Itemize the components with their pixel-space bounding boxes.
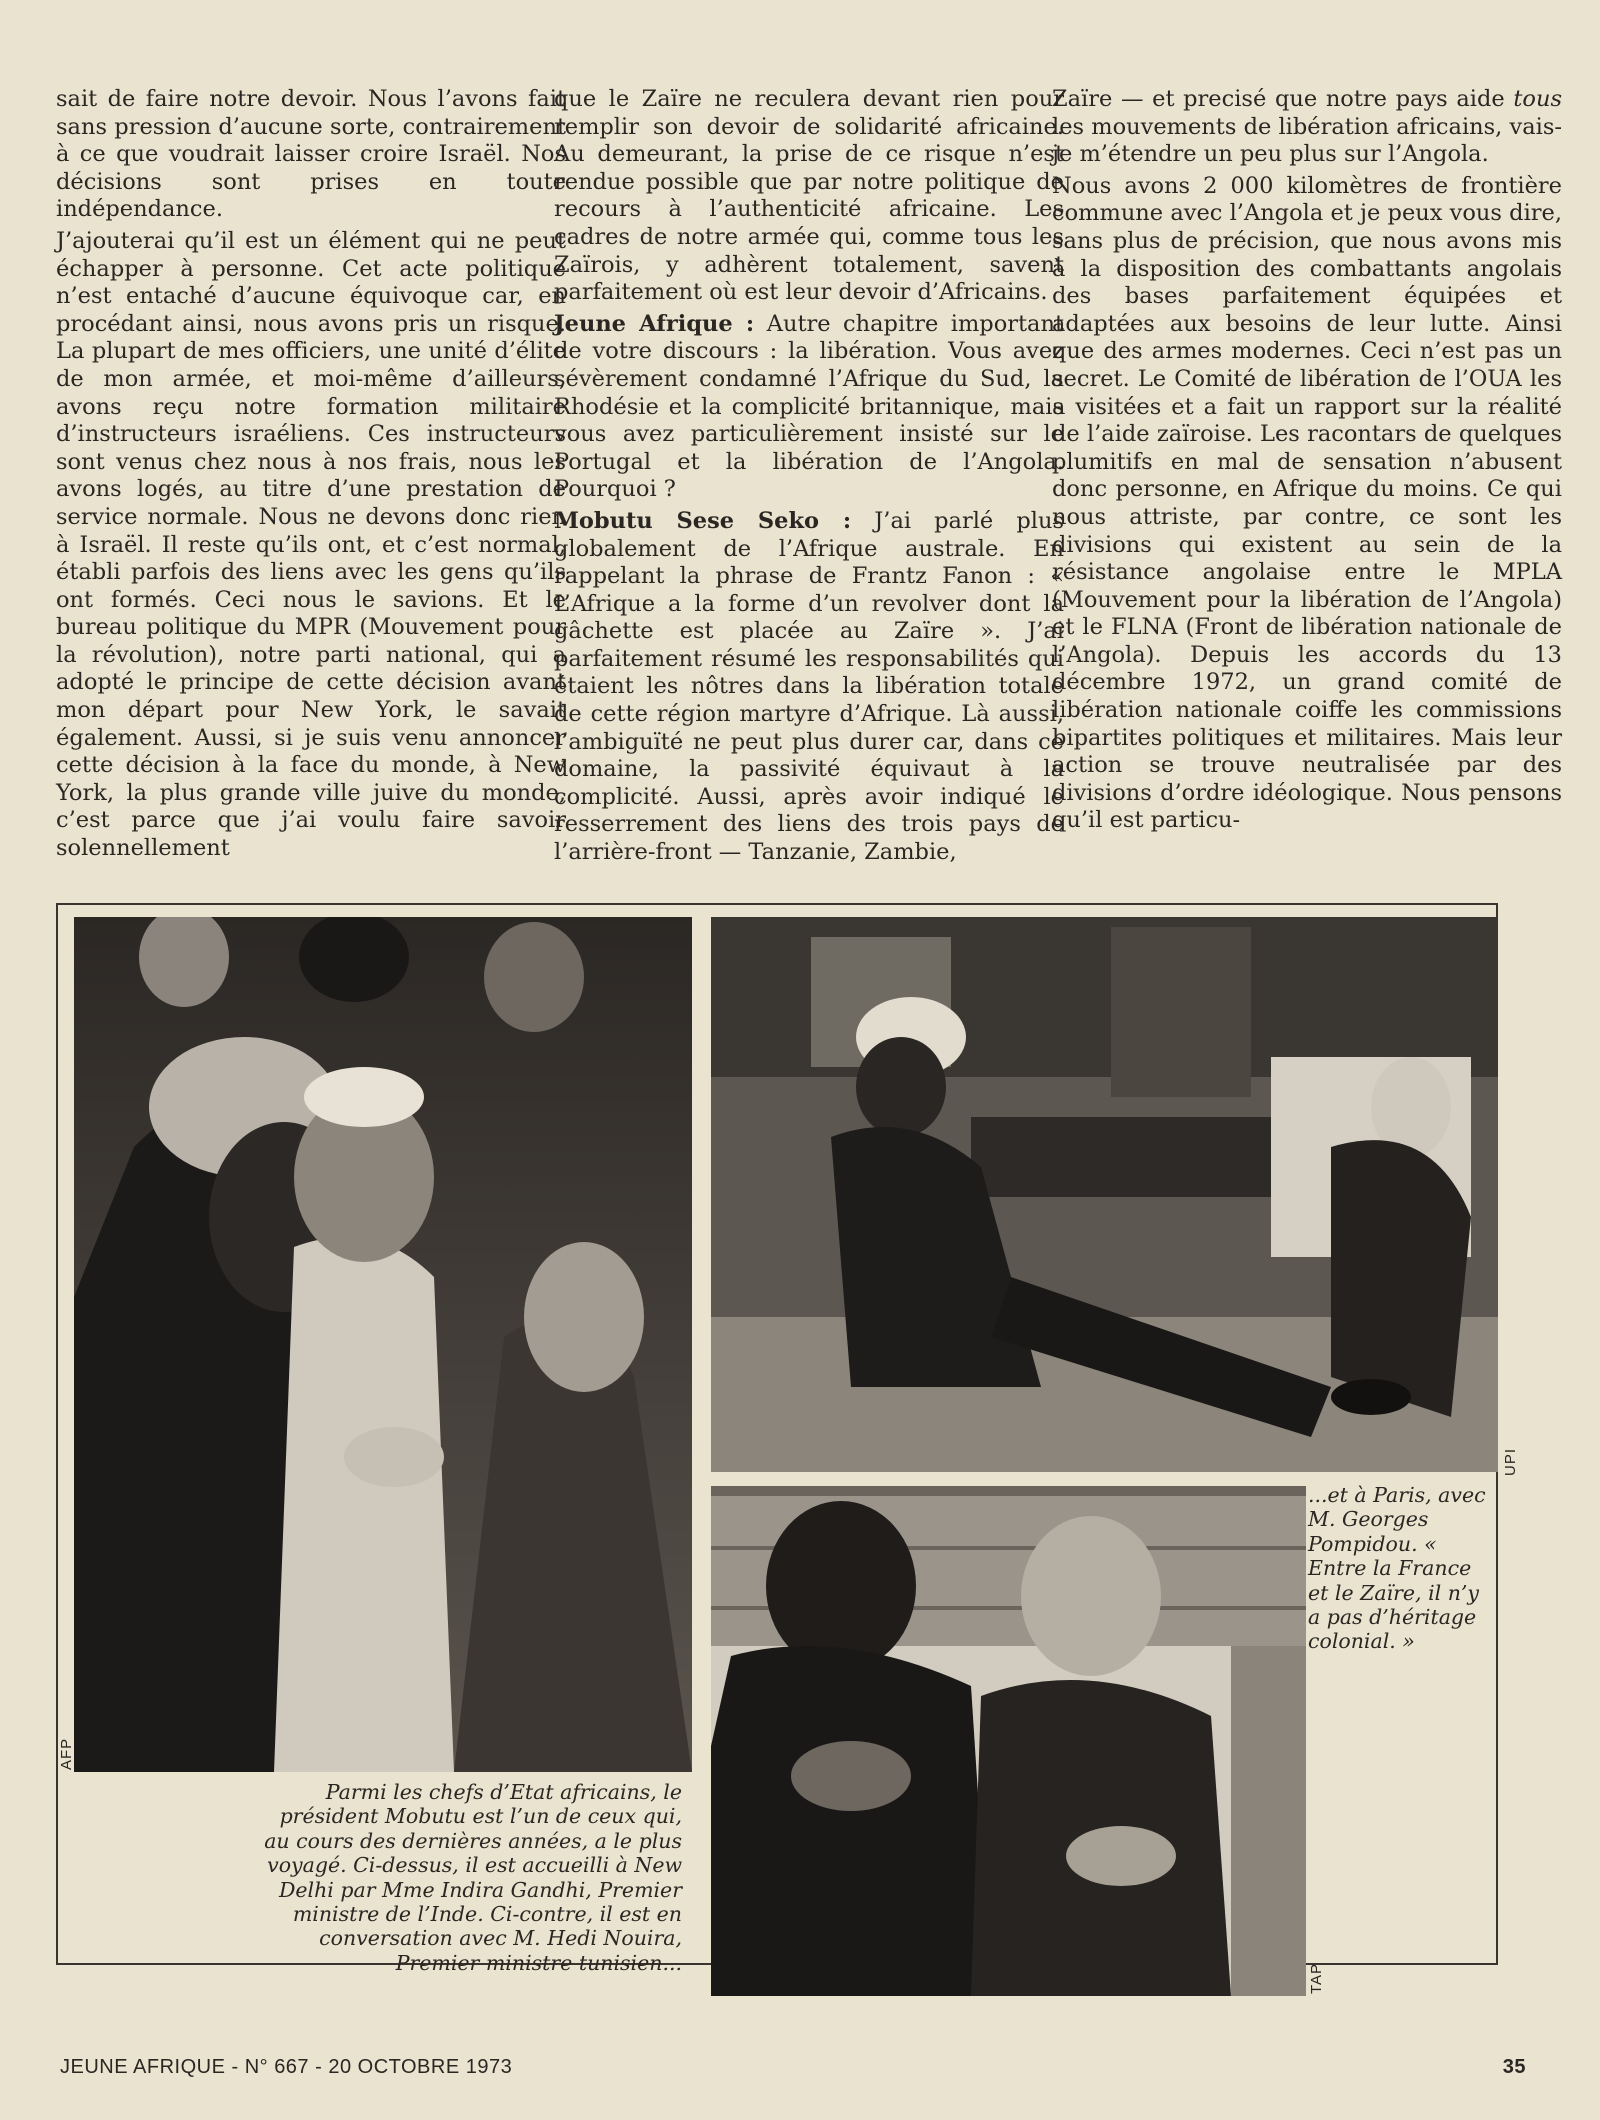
photo-credit-afp: AFP: [58, 1737, 75, 1770]
interview-answer: [554, 508, 1064, 867]
question-text: Autre chapitre important de votre discours : la libération. Vous avez sévèrement condamné l’Afrique du Sud, la Rhodésie et la complicité britannique, mais vous avez particulièrement insisté sur le Portugal et la libération de l’Angola. Pourquoi ?: [554, 310, 1064, 503]
issue-info: JEUNE AFRIQUE - N° 667 - 20 OCTOBRE 1973: [60, 2056, 513, 2078]
photo-credit-upi: UPI: [1502, 1447, 1519, 1476]
photo-new-delhi: [74, 917, 692, 1772]
photo-credit-tap: TAP: [1308, 1962, 1325, 1994]
photo-paris: [711, 917, 1498, 1472]
interview-question: [554, 311, 1064, 504]
speaker-label: Mobutu Sese Seko :: [554, 507, 852, 534]
answer-text: J’ai parlé plus globalement de l’Afrique australe. En rappelant la phrase de Frantz Fanon : « L’Afrique a la forme d’un revolver dont la gâchette est placée au Zaïre ». J’ai parfaitement résumé les responsabilités qui étaient les nôtres dans la libération totale de cette région martyre d’Afrique. Là aussi, l’ambiguïté ne peut plus durer car, dans ce domaine, la passivité équivaut à la complicité. Aussi, après avoir indiqué le resserrement des liens des trois pays de l’arrière-front — Tanzanie, Zambie,: [554, 507, 1064, 866]
paragraph: Zaïre — et precisé que notre pays aide tous les mouvements de libération africains, vais-je m’étendre un peu plus sur l’Angola.: [1052, 86, 1562, 168]
article-column-3: [1052, 86, 1562, 839]
article-column-2: [554, 86, 1064, 871]
paragraph: sait de faire notre devoir. Nous l’avons fait sans pression d’aucune sorte, contrairement à ce que voudrait laisser croire Israël. Nos décisions sont prises en toute indépendance.: [56, 86, 566, 223]
photo-caption-left: Parmi les chefs d’Etat africains, le président Mobutu est l’un de ceux qui, au cours des dernières années, a le plus voyagé. Ci-dessus, il est accueilli à New Delhi par Mme Indira Gandhi, Premier ministre de l’Inde. Ci-contre, il est en conversation avec M. Hedi Nouira, Premier ministre tunisien...: [264, 1780, 682, 1975]
page-number: 35: [1502, 2056, 1526, 2078]
photo-tunis: [711, 1486, 1306, 1996]
photo-caption-right: ...et à Paris, avec M. Georges Pompidou. « Entre la France et le Zaïre, il n’y a pas d’héritage colonial. »: [1308, 1483, 1486, 1654]
paragraph: que le Zaïre ne reculera devant rien pour remplir son devoir de solidarité africaine. Au demeurant, la prise de ce risque n’est rendue possible que par notre politique de recours à l’authenticité africaine. Les cadres de notre armée qui, comme tous les Zaïrois, y adhèrent totalement, savent parfaitement où est leur devoir d’Africains.: [554, 86, 1064, 306]
article-column-1: [56, 86, 566, 867]
emphasis: tous: [1513, 86, 1562, 112]
speaker-label: Jeune Afrique :: [554, 310, 755, 337]
paragraph: Nous avons 2 000 kilomètres de frontière commune avec l’Angola et je peux vous dire, sans plus de précision, que nous avons mis à la disposition des combattants angolais des bases parfaitement équipées et adaptées aux besoins de leur lutte. Ainsi que des armes modernes. Ceci n’est pas un secret. Le Comité de libération de l’OUA les a visitées et a fait un rapport sur la réalité de l’aide zaïroise. Les racontars de quelques plumitifs en mal de sensation n’abusent donc personne, en Afrique du moins. Ce qui nous attriste, par contre, ce sont les divisions qui existent au sein de la résistance angolaise entre le MPLA (Mouvement pour la libération de l’Angola) et le FLNA (Front de libération nationale de l’Angola). Depuis les accords du 13 décembre 1972, un grand comité de libération nationale coiffe les commissions bipartites politiques et militaires. Mais leur action se trouve neutralisée par des divisions d’ordre idéologique. Nous pensons qu’il est particu-: [1052, 172, 1562, 834]
paragraph: J’ajouterai qu’il est un élément qui ne peut échapper à personne. Cet acte politique n’est entaché d’aucune équivoque car, en procédant ainsi, nous avons pris un risque. La plupart de mes officiers, une unité d’élite de mon armée, et moi-même d’ailleurs, avons reçu notre formation militaire d’instructeurs israéliens. Ces instructeurs sont venus chez nous à nos frais, nous les avons logés, au titre d’une prestation de service normale. Nous ne devons donc rien à Israël. Il reste qu’ils ont, et c’est normal, établi parfois des liens avec les gens qu’ils ont formés. Ceci nous le savions. Et le bureau politique du MPR (Mouvement pour la révolution), notre parti national, qui a adopté le principe de cette décision avant mon départ pour New York, le savait également. Aussi, si je suis venu annoncer cette décision à la face du monde, à New York, la plus grande ville juive du monde, c’est parce que j’ai voulu faire savoir solennellement: [56, 227, 566, 862]
